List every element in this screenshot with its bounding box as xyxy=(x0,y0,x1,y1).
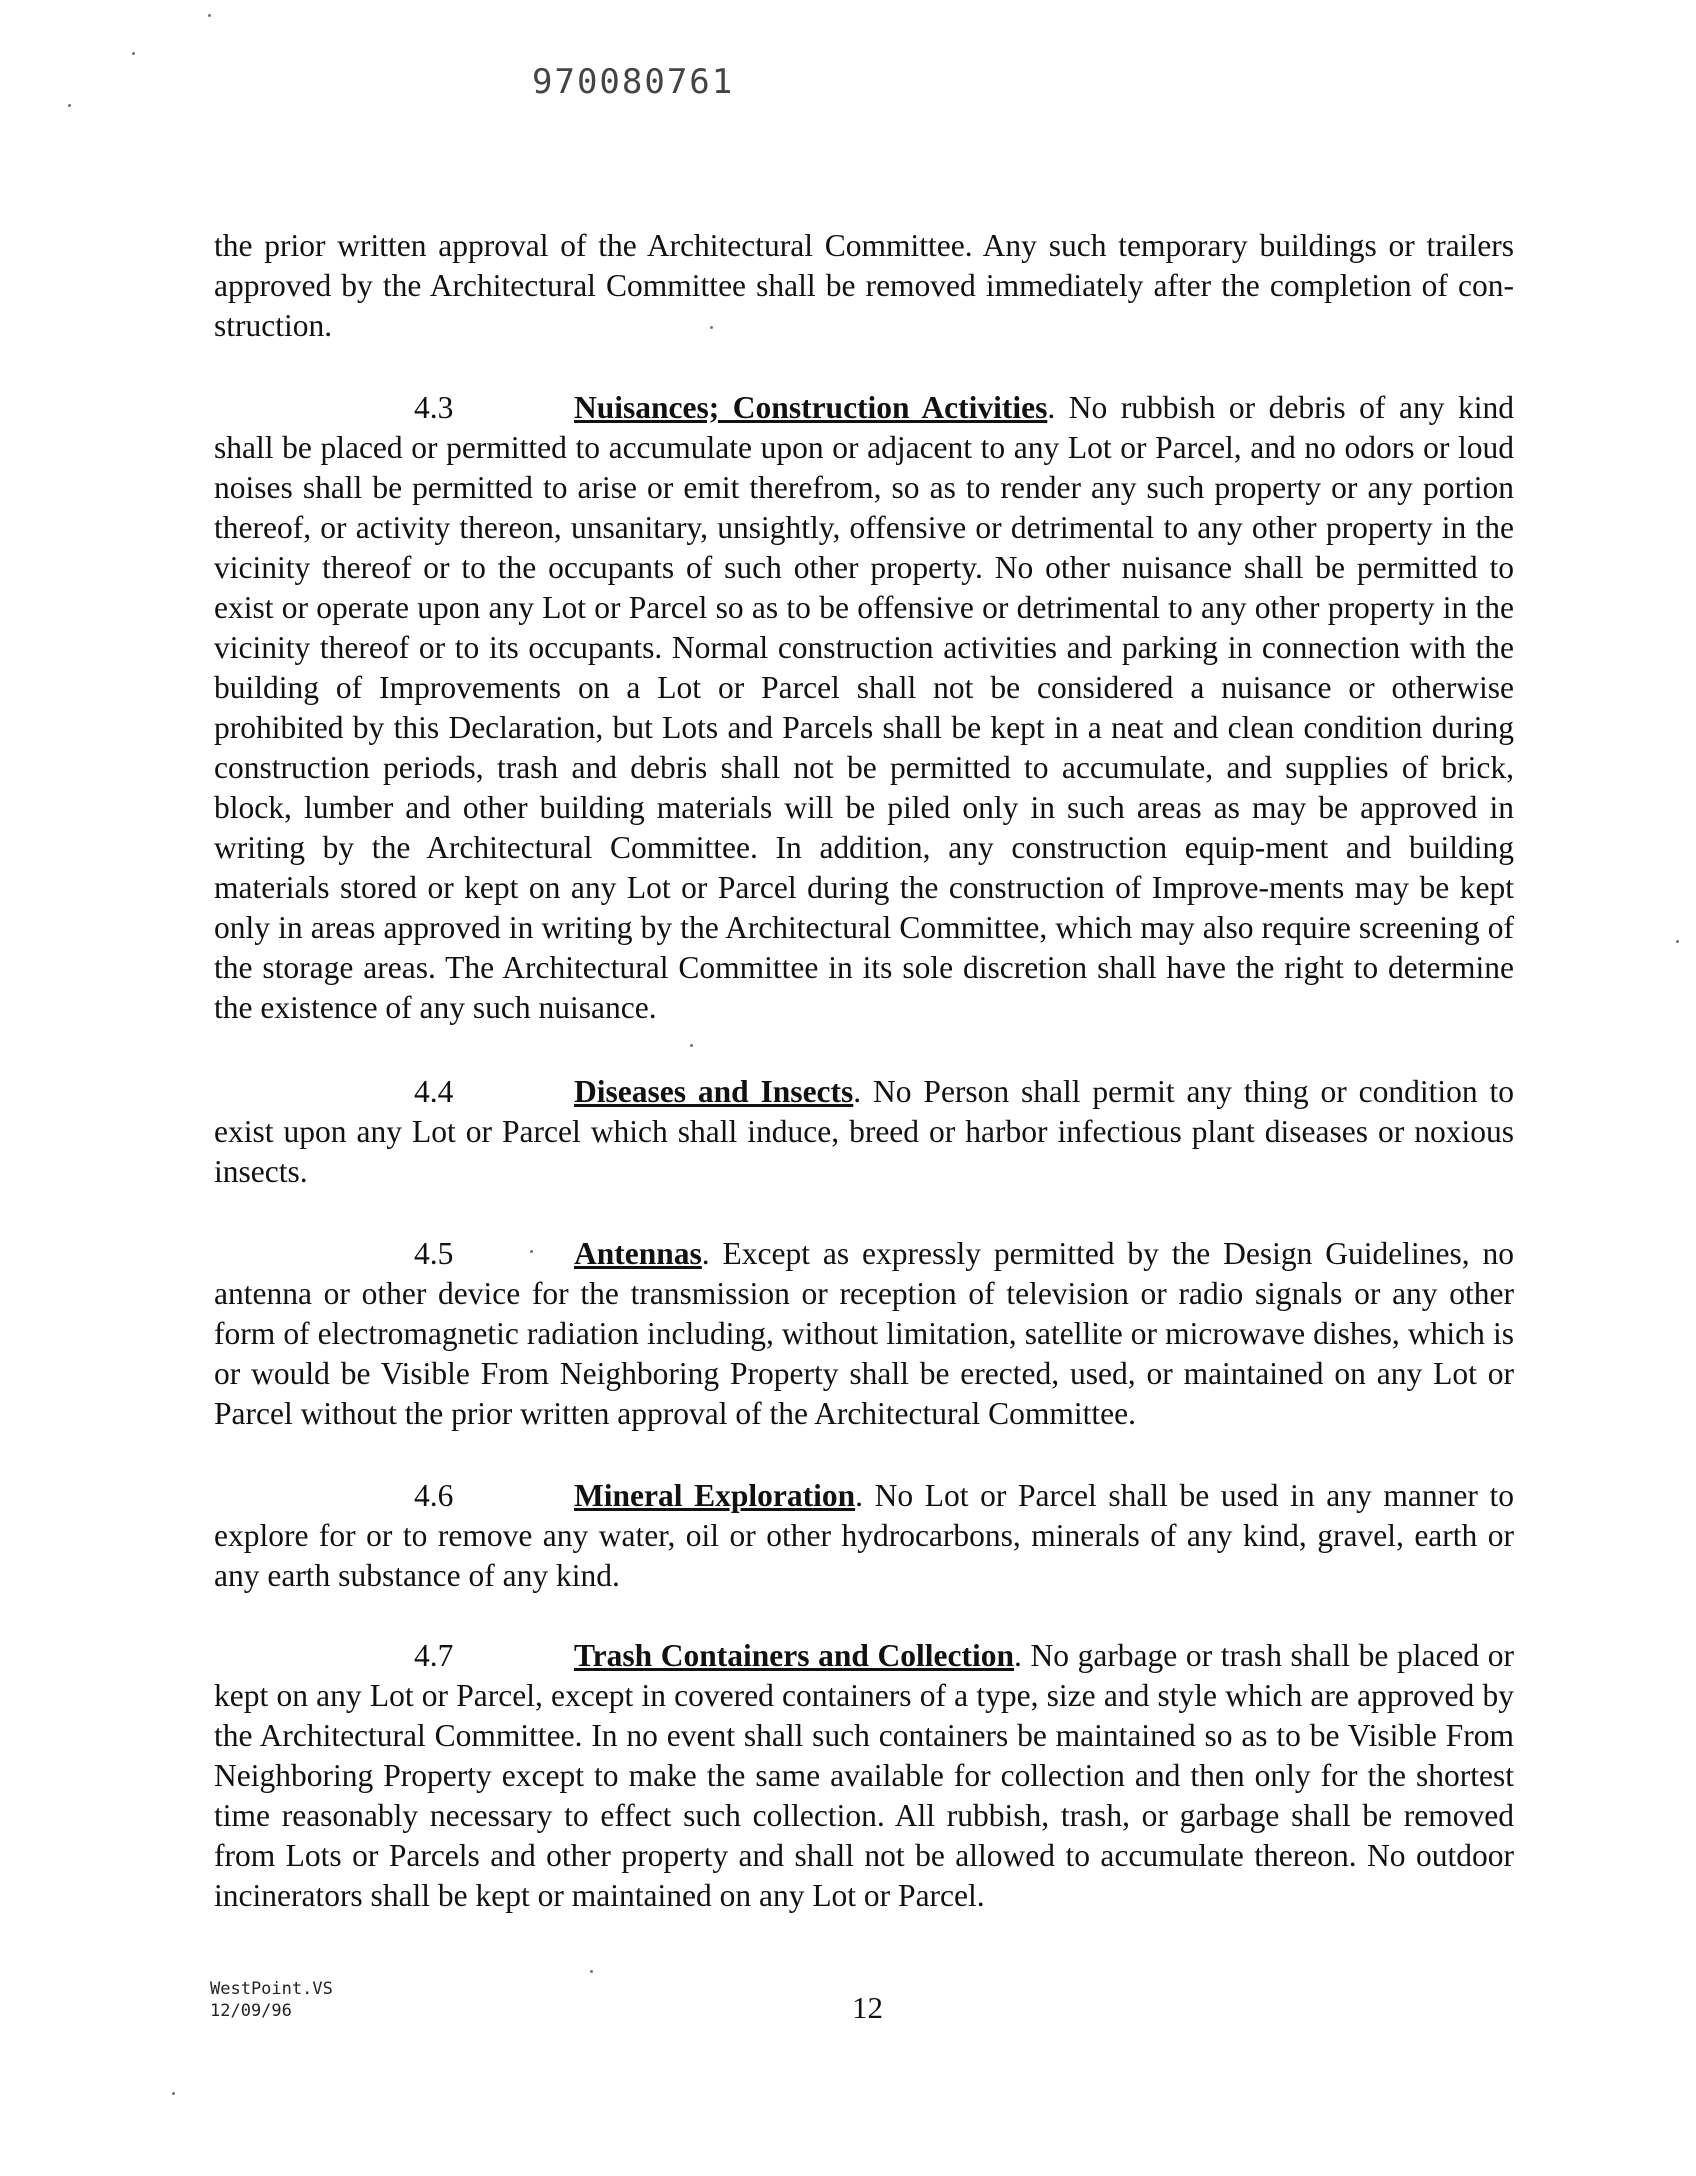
scan-speck xyxy=(710,326,713,329)
scan-speck xyxy=(172,2092,175,2095)
section-4-7: 4.7 Trash Containers and Collection. No garbage or trash shall be placed or kept on any Lot or Parcel, except in covered containers of a type, size and style which are approved by the Architectural Committee. In no event shall such containers be maintained so as to be Visible From Neighboring Property except to make the same available for collection and then only for the shortest time reasonably necessary to effect such collection. All rubbish, trash, or garbage shall be removed from Lots or Parcels and other property and shall not be allowed to accumulate thereon. No outdoor incinerators shall be kept or maintained on any Lot or Parcel. xyxy=(214,1638,1515,1913)
recording-number: 970080761 xyxy=(532,62,735,102)
section-text: Except as expressly permitted by the Design Guidelines, no antenna or other device for the transmission or reception of television or radio signals or any other form of electromagnetic radiation including, without limitation, satellite or microwave dishes, which is or would be Visible From Neighboring Property shall be erected, used, or maintained on any Lot or Parcel without the prior written approval of the Architectural Committee. xyxy=(214,1236,1514,1431)
section-text: No garbage or trash shall be placed or kept on any Lot or Parcel, except in covered containers of a type, size and style which are approved by the Architectural Committee. In no event shall such containers be maintained so as to be Visible From Neighboring Property except to make the same available for collection and then only for the shortest time reasonably necessary to effect such collection. All rubbish, trash, or garbage shall be removed from Lots or Parcels and other property and shall not be allowed to accumulate thereon. No outdoor incinerators shall be kept or maintained on any Lot or Parcel. xyxy=(214,1638,1515,1913)
footer-file-name: WestPoint.VS xyxy=(210,1979,333,1999)
footer-date: 12/09/96 xyxy=(210,2001,292,2021)
continued-paragraph: the prior written approval of the Architectural Committee. Any such temporary buildings or trailers approved by the Architectural Committee shall be removed immediately after the completion of con-struction. xyxy=(214,228,1514,343)
scan-speck xyxy=(530,1250,533,1253)
section-4-4: 4.4 Diseases and Insects. No Person shall permit any thing or condition to exist upon any Lot or Parcel which shall induce, breed or harbor infectious plant diseases or noxious insects. xyxy=(214,1074,1514,1189)
scan-speck xyxy=(68,104,71,107)
section-4-5: 4.5 Antennas. Except as expressly permitted by the Design Guidelines, no antenna or other device for the transmission or reception of television or radio signals or any other form of electromagnetic radiation including, without limitation, satellite or microwave dishes, which is or would be Visible From Neighboring Property shall be erected, used, or maintained on any Lot or Parcel without the prior written approval of the Architectural Committee. xyxy=(214,1236,1514,1431)
page-number: 12 xyxy=(852,1990,883,2025)
section-number: 4.7 xyxy=(414,1638,454,1673)
scan-speck xyxy=(208,14,211,17)
section-number: 4.3 xyxy=(414,390,454,425)
section-4-3: 4.3 Nuisances; Construction Activities. No rubbish or debris of any kind shall be placed or permitted to accumulate upon or adjacent to any Lot or Parcel, and no odors or loud noises shall be permitted to arise or emit therefrom, so as to render any such property or any portion thereof, or activity thereon, unsanitary, unsightly, offensive or detrimental to any other property in the vicinity thereof or to the occupants of such other property. No other nuisance shall be permitted to exist or operate upon any Lot or Parcel so as to be offensive or detrimental to any other property in the vicinity thereof or to its occupants. Normal construction activities and parking in connection with the building of Improvements on a Lot or Parcel shall not be considered a nuisance or otherwise prohibited by this Declaration, but Lots and Parcels shall be kept in a neat and clean condition during construction periods, trash and debris shall not be permitted to accumulate, and supplies of brick, block, lumber and other building materials will be piled only in such areas as may be approved in writing by the Architectural Committee. In addition, any construction equip-ment and building materials stored or kept on any Lot or Parcel during the construction of Improve-ments may be kept only in areas approved in writing by the Architectural Committee, which may also require screening of the storage areas. The Architectural Committee in its sole discretion shall have the right to determine the existence of any such nuisance. xyxy=(214,390,1514,1025)
footer-file-info xyxy=(210,1978,333,2022)
section-text: No Person shall permit any thing or condition to exist upon any Lot or Parcel which shall induce, breed or harbor infectious plant diseases or noxious insects. xyxy=(214,1074,1514,1189)
scan-speck xyxy=(690,1044,693,1047)
section-number: 4.4 xyxy=(414,1074,454,1109)
section-number: 4.5 xyxy=(414,1236,454,1271)
section-text: No rubbish or debris of any kind shall be placed or permitted to accumulate upon or adjacent to any Lot or Parcel, and no odors or loud noises shall be permitted to arise or emit therefrom, so as to render any such property or any portion thereof, or activity thereon, unsanitary, unsightly, offensive or detrimental to any other property in the vicinity thereof or to the occupants of such other property. No other nuisance shall be permitted to exist or operate upon any Lot or Parcel so as to be offensive or detrimental to any other property in the vicinity thereof or to its occupants. Normal construction activities and parking in connection with the building of Improvements on a Lot or Parcel shall not be considered a nuisance or otherwise prohibited by this Declaration, but Lots and Parcels shall be kept in a neat and clean condition during construction periods, trash and debris shall not be permitted to accumulate, and supplies of brick, block, lumber and other building materials will be piled only in such areas as may be approved in writing by the Architectural Committee. In addition, any construction equip-ment and building materials stored or kept on any Lot or Parcel during the construction of Improve-ments may be kept only in areas approved in writing by the Architectural Committee, which may also require screening of the storage areas. The Architectural Committee in its sole discretion shall have the right to determine the existence of any such nuisance. xyxy=(214,390,1514,1025)
section-title: Diseases and Insects xyxy=(574,1074,854,1109)
scan-speck xyxy=(132,52,135,55)
scan-speck xyxy=(590,1970,593,1973)
section-text: No Lot or Parcel shall be used in any manner to explore for or to remove any water, oil or other hydrocarbons, minerals of any kind, gravel, earth or any earth substance of any kind. xyxy=(214,1478,1515,1593)
section-4-6: 4.6 Mineral Exploration. No Lot or Parcel shall be used in any manner to explore for or to remove any water, oil or other hydrocarbons, minerals of any kind, gravel, earth or any earth substance of any kind. xyxy=(214,1478,1515,1593)
section-title: Nuisances; Construction Activities xyxy=(574,390,1048,425)
section-number: 4.6 xyxy=(414,1478,454,1513)
scan-speck xyxy=(1676,940,1679,943)
section-title: Trash Containers and Collection xyxy=(574,1638,1014,1673)
section-title: Mineral Exploration xyxy=(574,1478,856,1513)
section-title: Antennas xyxy=(574,1236,702,1271)
